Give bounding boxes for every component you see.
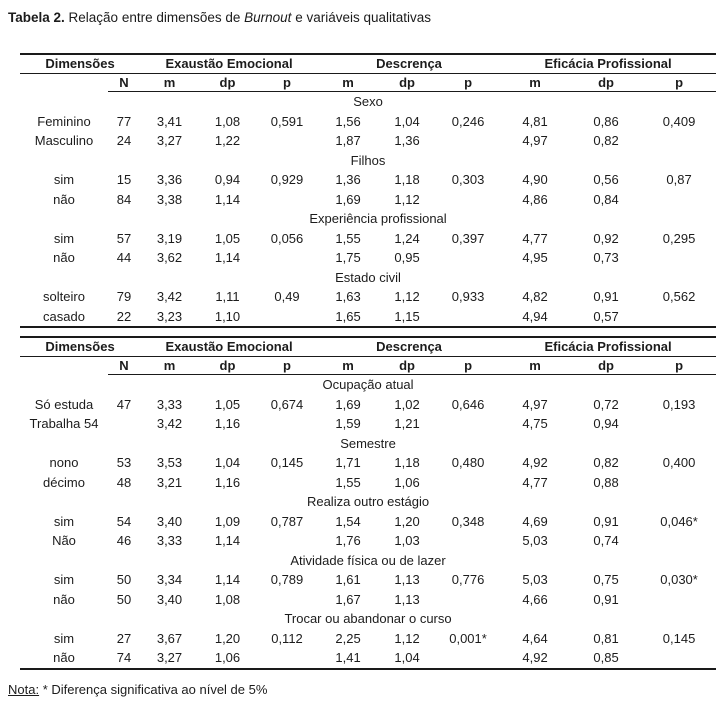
- value-cell: 44: [116, 250, 132, 265]
- table-1-header: [20, 54, 716, 92]
- header-exaustao-emocional: Exaustão Emocional: [140, 54, 318, 73]
- value-cell: 4,82: [522, 289, 548, 304]
- header-descrenca: Descrença: [318, 337, 500, 356]
- value-cell: 3,62: [156, 250, 183, 265]
- value-cell: 1,59: [335, 416, 361, 431]
- value-cell: 4,97: [522, 396, 548, 412]
- value-cell: [256, 131, 318, 151]
- dimension-label: Experiência profissional: [309, 211, 447, 226]
- value-cell: 3,53: [156, 455, 183, 470]
- value-cell: [256, 590, 318, 610]
- value-cell: 0,789: [270, 572, 304, 587]
- value-cell: 1,75: [335, 250, 361, 265]
- value-cell: 3,36: [156, 172, 183, 187]
- table-2-header: [20, 337, 716, 375]
- data-row: [20, 414, 716, 434]
- value-cell: 1,12: [394, 289, 420, 304]
- value-cell: 4,77: [522, 230, 548, 246]
- dimension-label: casado: [20, 307, 108, 328]
- value-cell: 0,193: [662, 396, 696, 412]
- value-cell: [436, 248, 500, 268]
- header-eficacia-profissional: Eficácia Profissional: [500, 54, 716, 73]
- data-row: [20, 473, 716, 493]
- value-cell: [642, 590, 716, 610]
- value-cell: 3,41: [156, 113, 183, 129]
- group-header-row: [20, 337, 716, 356]
- data-row: [20, 590, 716, 610]
- value-cell: 1,14: [214, 250, 241, 265]
- value-cell: 1,02: [394, 396, 420, 412]
- value-cell: 1,16: [214, 416, 241, 431]
- value-cell: 0,303: [451, 172, 485, 187]
- value-cell: [642, 531, 716, 551]
- value-cell: [256, 414, 318, 434]
- value-cell: 1,13: [394, 572, 420, 587]
- value-cell: 1,14: [214, 533, 241, 548]
- value-cell: 0,397: [451, 230, 485, 246]
- value-cell: [642, 190, 716, 210]
- value-cell: 0,57: [570, 307, 642, 328]
- dimension-label: Trocar ou abandonar o curso: [284, 611, 452, 626]
- value-cell: 0,929: [270, 172, 304, 187]
- subheader-m-3: m: [500, 73, 570, 92]
- value-cell: 0,56: [593, 172, 619, 187]
- value-cell: 3,40: [156, 591, 183, 607]
- value-cell: 1,87: [335, 133, 361, 148]
- value-cell: 3,67: [156, 630, 183, 646]
- value-cell: 4,94: [500, 307, 570, 328]
- value-cell: 1,67: [335, 591, 361, 607]
- value-cell: 0,646: [451, 396, 485, 412]
- value-cell: 77: [116, 113, 132, 129]
- value-cell: 0,94: [593, 416, 619, 431]
- value-cell: 1,08: [214, 591, 241, 607]
- value-cell: 1,21: [394, 416, 420, 431]
- value-cell: 0,84: [593, 191, 619, 207]
- caption-burnout-term: Burnout: [244, 10, 292, 25]
- value-cell: 3,38: [156, 191, 183, 207]
- value-cell: 1,36: [335, 172, 361, 187]
- value-cell: 4,81: [522, 113, 548, 129]
- value-cell: 50: [116, 591, 132, 607]
- value-cell: 24: [116, 133, 132, 148]
- value-cell: 0,295: [662, 230, 696, 246]
- value-cell: 1,41: [318, 648, 378, 669]
- data-row: [20, 170, 716, 190]
- value-cell: 0,72: [593, 396, 619, 412]
- value-cell: 0,001*: [449, 630, 487, 646]
- value-cell: 0,88: [593, 474, 619, 490]
- value-cell: 1,20: [214, 630, 241, 646]
- value-cell: 1,09: [214, 513, 241, 529]
- value-cell: [436, 131, 500, 151]
- value-cell: [642, 414, 716, 434]
- value-cell: 0,030*: [660, 572, 698, 587]
- caption-text-pre: Relação entre dimensões de: [64, 10, 245, 25]
- data-row: [20, 453, 716, 473]
- value-cell: 1,76: [335, 533, 361, 548]
- value-cell: 0,933: [451, 289, 485, 304]
- subheader-dp-3: dp: [570, 356, 642, 375]
- dimension-label: décimo: [43, 474, 85, 490]
- section-row: [20, 375, 716, 395]
- dimension-label: solteiro: [43, 289, 85, 304]
- data-row: [20, 287, 716, 307]
- value-cell: 0,776: [451, 572, 485, 587]
- value-cell: 0,74: [593, 533, 619, 548]
- value-cell: [256, 248, 318, 268]
- burnout-table-block-1: [20, 53, 716, 328]
- value-cell: 1,04: [214, 455, 241, 470]
- value-cell: [256, 473, 318, 493]
- value-cell: 0,674: [270, 396, 304, 412]
- header-eficacia-profissional: Eficácia Profissional: [500, 337, 716, 356]
- value-cell: 3,27: [140, 648, 199, 669]
- section-row: [20, 151, 716, 171]
- value-cell: 3,34: [156, 572, 183, 587]
- subheader-m-3: m: [500, 356, 570, 375]
- dimension-label: Filhos: [350, 152, 386, 168]
- table-2-body: [20, 375, 716, 669]
- data-row: [20, 648, 716, 669]
- section-row: [20, 551, 716, 571]
- subheader-dp-1: dp: [199, 356, 256, 375]
- value-cell: 0,75: [593, 572, 619, 587]
- value-cell: 1,65: [318, 307, 378, 328]
- value-cell: [436, 648, 500, 669]
- value-cell: 1,20: [394, 513, 420, 529]
- section-row: [20, 609, 716, 629]
- subheader-p-2: p: [436, 73, 500, 92]
- value-cell: 1,56: [335, 113, 361, 129]
- dimension-label: Masculino: [34, 133, 94, 148]
- value-cell: [108, 414, 140, 434]
- value-cell: 1,10: [199, 307, 256, 328]
- paper-table-figure: [0, 10, 720, 711]
- data-row: [20, 131, 716, 151]
- value-cell: 1,61: [335, 572, 361, 587]
- data-row: [20, 395, 716, 415]
- subheader-empty: [20, 73, 108, 92]
- header-descrenca: Descrença: [318, 54, 500, 73]
- subheader-dp-3: dp: [570, 73, 642, 92]
- value-cell: 1,13: [394, 591, 420, 607]
- value-cell: 0,94: [214, 172, 241, 187]
- value-cell: 0,49: [274, 289, 300, 304]
- value-cell: [256, 531, 318, 551]
- dimension-label: Semestre: [340, 435, 396, 451]
- dimension-label: sim: [53, 172, 75, 187]
- note-label: Nota:: [8, 681, 40, 697]
- value-cell: 48: [116, 474, 132, 490]
- value-cell: 4,92: [500, 648, 570, 669]
- value-cell: 57: [116, 230, 132, 246]
- value-cell: 50: [116, 572, 132, 587]
- value-cell: 4,77: [522, 474, 548, 490]
- value-cell: 0,73: [593, 250, 619, 265]
- value-cell: 1,36: [394, 133, 420, 148]
- value-cell: 74: [108, 648, 140, 669]
- value-cell: 0,145: [270, 455, 304, 470]
- value-cell: 0,82: [593, 455, 619, 470]
- value-cell: [642, 307, 716, 328]
- header-dimensions: Dimensões: [20, 337, 140, 356]
- dimension-label: Estado civil: [335, 269, 401, 285]
- dimension-label: Feminino: [37, 113, 91, 129]
- subheader-m-1: m: [140, 73, 199, 92]
- value-cell: 5,03: [522, 572, 548, 587]
- value-cell: 0,86: [593, 113, 619, 129]
- dimension-label: Trabalha 54: [29, 416, 99, 431]
- value-cell: 0,409: [662, 113, 696, 129]
- value-cell: 0,95: [394, 250, 420, 265]
- value-cell: 4,75: [522, 416, 548, 431]
- value-cell: 1,08: [214, 113, 241, 129]
- value-cell: 3,23: [140, 307, 199, 328]
- subheader-dp-2: dp: [378, 73, 436, 92]
- value-cell: [256, 190, 318, 210]
- dimension-label: sim: [53, 230, 75, 246]
- value-cell: 1,69: [335, 396, 361, 412]
- value-cell: 3,33: [156, 533, 183, 548]
- dimension-label: não: [20, 648, 108, 669]
- value-cell: [642, 248, 716, 268]
- value-cell: 0,91: [593, 513, 619, 529]
- value-cell: 0,91: [593, 289, 619, 304]
- value-cell: 0,246: [451, 113, 485, 129]
- value-cell: 3,21: [156, 474, 183, 490]
- dimension-label: nono: [49, 455, 79, 470]
- dimension-label: Atividade física ou de lazer: [290, 552, 446, 568]
- value-cell: 2,25: [335, 630, 361, 646]
- value-cell: 1,14: [214, 191, 241, 207]
- value-cell: 0,145: [662, 630, 696, 646]
- value-cell: 1,14: [214, 572, 241, 587]
- value-cell: 4,90: [522, 172, 548, 187]
- dimension-label: sim: [53, 572, 75, 587]
- dimension-label: Ocupação atual: [322, 377, 414, 392]
- subheader-dp-2: dp: [378, 356, 436, 375]
- value-cell: 1,18: [394, 455, 420, 470]
- value-cell: 1,54: [335, 513, 361, 529]
- value-cell: 1,18: [394, 172, 420, 187]
- value-cell: [436, 473, 500, 493]
- value-cell: 54: [116, 513, 132, 529]
- data-row: [20, 190, 716, 210]
- value-cell: 0,787: [270, 513, 304, 529]
- value-cell: 1,16: [214, 474, 241, 490]
- subheader-p-1: p: [256, 73, 318, 92]
- subheader-p-3: p: [642, 73, 716, 92]
- value-cell: [436, 590, 500, 610]
- data-row: [20, 229, 716, 249]
- data-row: [20, 629, 716, 649]
- subheader-p-1: p: [256, 356, 318, 375]
- value-cell: 0,81: [593, 630, 619, 646]
- data-row: [20, 531, 716, 551]
- header-exaustao-emocional: Exaustão Emocional: [140, 337, 318, 356]
- subheader-n: N: [108, 73, 140, 92]
- section-row: [20, 268, 716, 288]
- value-cell: 3,19: [156, 230, 183, 246]
- value-cell: 4,64: [522, 630, 548, 646]
- dimension-label: sim: [53, 630, 75, 646]
- value-cell: 0,85: [570, 648, 642, 669]
- value-cell: 1,55: [335, 474, 361, 490]
- subheader-dp-1: dp: [199, 73, 256, 92]
- value-cell: 0,87: [666, 172, 692, 187]
- header-dimensions: Dimensões: [20, 54, 140, 73]
- value-cell: [436, 414, 500, 434]
- value-cell: [436, 307, 500, 328]
- subheader-m-2: m: [318, 356, 378, 375]
- value-cell: 53: [116, 455, 132, 470]
- dimension-label: não: [53, 250, 75, 265]
- value-cell: 1,05: [214, 230, 241, 246]
- subheader-m-1: m: [140, 356, 199, 375]
- subheader-m-2: m: [318, 73, 378, 92]
- section-row: [20, 92, 716, 112]
- value-cell: 1,06: [394, 474, 420, 490]
- data-row: [20, 307, 716, 328]
- value-cell: 3,42: [156, 289, 183, 304]
- value-cell: 0,591: [270, 113, 304, 129]
- value-cell: 1,24: [394, 230, 420, 246]
- value-cell: 1,05: [214, 396, 241, 412]
- value-cell: 1,22: [214, 133, 241, 148]
- data-row: [20, 512, 716, 532]
- value-cell: [642, 131, 716, 151]
- caption-number: Tabela 2.: [8, 10, 65, 25]
- value-cell: 84: [116, 191, 132, 207]
- group-header-row: [20, 54, 716, 73]
- table-caption: [8, 10, 720, 26]
- value-cell: 46: [116, 533, 132, 548]
- value-cell: 0,82: [593, 133, 619, 148]
- value-cell: [642, 473, 716, 493]
- value-cell: 1,12: [394, 191, 420, 207]
- value-cell: 1,11: [215, 289, 240, 304]
- subheader-p-3: p: [642, 356, 716, 375]
- dimension-label: não: [53, 191, 75, 207]
- dimension-label: Só estuda: [34, 396, 94, 412]
- value-cell: 1,15: [378, 307, 436, 328]
- subheader-p-2: p: [436, 356, 500, 375]
- value-cell: [436, 190, 500, 210]
- value-cell: 1,63: [335, 289, 361, 304]
- value-cell: 27: [116, 630, 132, 646]
- dimension-label: Não: [52, 533, 76, 548]
- value-cell: 0,562: [662, 289, 696, 304]
- subheader-empty: [20, 356, 108, 375]
- value-cell: 4,92: [522, 455, 548, 470]
- dimension-label: não: [53, 591, 75, 607]
- value-cell: 22: [108, 307, 140, 328]
- value-cell: 1,03: [394, 533, 420, 548]
- value-cell: 4,86: [522, 191, 548, 207]
- dimension-label: sim: [53, 513, 75, 529]
- section-row: [20, 434, 716, 454]
- value-cell: 0,348: [451, 513, 485, 529]
- value-cell: 79: [116, 289, 132, 304]
- value-cell: [642, 648, 716, 669]
- value-cell: 1,71: [335, 455, 361, 470]
- value-cell: 47: [116, 396, 132, 412]
- value-cell: 0,112: [271, 630, 303, 646]
- value-cell: 0,91: [593, 591, 619, 607]
- value-cell: 1,04: [394, 113, 420, 129]
- subheader-row: [20, 73, 716, 92]
- value-cell: 1,69: [335, 191, 361, 207]
- value-cell: 0,92: [593, 230, 619, 246]
- value-cell: 1,06: [199, 648, 256, 669]
- value-cell: 15: [116, 172, 132, 187]
- dimension-label: Realiza outro estágio: [306, 494, 430, 509]
- value-cell: 4,97: [522, 133, 548, 148]
- dimension-label: Sexo: [353, 94, 383, 109]
- burnout-table-block-2: [20, 336, 716, 670]
- value-cell: 1,12: [394, 630, 420, 646]
- value-cell: 1,55: [335, 230, 361, 246]
- value-cell: [256, 648, 318, 669]
- value-cell: 4,66: [522, 591, 548, 607]
- note-text: * Diferença significativa ao nível de 5%: [39, 681, 268, 697]
- data-row: [20, 570, 716, 590]
- table-1-body: [20, 92, 716, 328]
- value-cell: 0,056: [270, 230, 304, 246]
- value-cell: 4,69: [522, 513, 548, 529]
- value-cell: 5,03: [522, 533, 548, 548]
- value-cell: 1,04: [378, 648, 436, 669]
- value-cell: 0,400: [662, 455, 696, 470]
- table-note: [8, 682, 720, 698]
- subheader-n: N: [108, 356, 140, 375]
- value-cell: 0,046*: [660, 513, 698, 529]
- data-row: [20, 112, 716, 132]
- value-cell: 3,33: [156, 396, 183, 412]
- value-cell: [256, 307, 318, 328]
- section-row: [20, 209, 716, 229]
- value-cell: 3,40: [156, 513, 183, 529]
- value-cell: 0,480: [451, 455, 485, 470]
- value-cell: [436, 531, 500, 551]
- section-row: [20, 492, 716, 512]
- value-cell: 4,95: [522, 250, 548, 265]
- value-cell: 3,42: [156, 416, 183, 431]
- data-row: [20, 248, 716, 268]
- caption-text-post: e variáveis qualitativas: [291, 10, 432, 25]
- subheader-row: [20, 356, 716, 375]
- value-cell: 3,27: [156, 133, 183, 148]
